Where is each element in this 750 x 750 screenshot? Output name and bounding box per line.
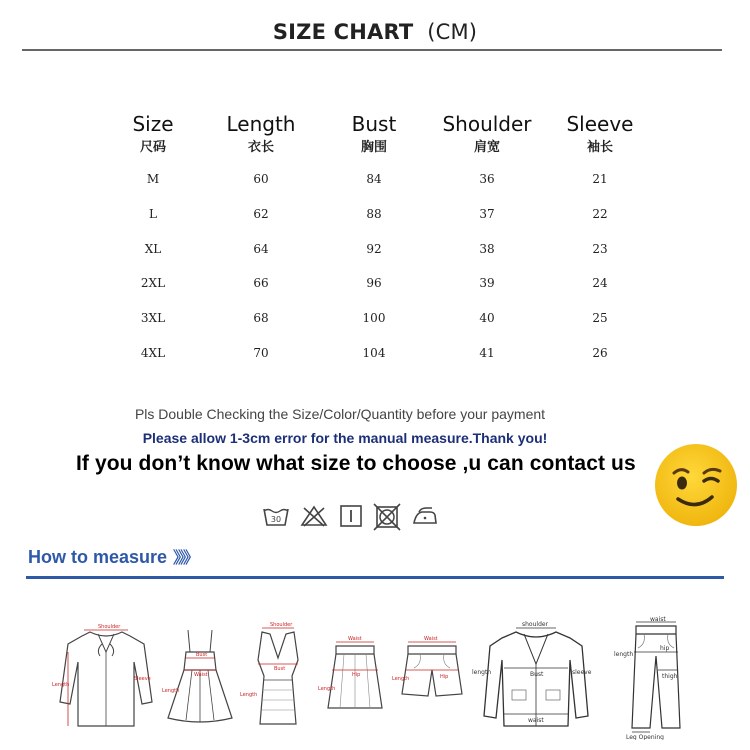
table-cell: 36 <box>479 172 495 187</box>
skirt-hip-label: Hip <box>352 672 361 678</box>
table-cell: 64 <box>253 241 269 256</box>
wash-30-icon <box>262 503 290 529</box>
table-row <box>100 301 658 336</box>
shirt-measure-icon <box>52 622 160 734</box>
skirt-measure-icon <box>318 632 392 724</box>
measure-error-note: Please allow 1-3cm error for the manual measure.Thank you! <box>142 430 548 446</box>
table-cell: 26 <box>592 345 608 360</box>
pants-hip-label: hip <box>660 645 670 652</box>
table-cell: XL <box>144 241 162 256</box>
table-cell: 25 <box>592 311 608 326</box>
vest-length-label: Length <box>240 692 258 698</box>
table-cell: 68 <box>253 311 269 326</box>
table-cell: 100 <box>362 311 386 326</box>
table-cell: 60 <box>253 172 269 187</box>
header-size-cn: 尺码 <box>139 140 166 155</box>
cami-waist-label: Waist <box>194 672 208 678</box>
table-cell: L <box>149 207 157 222</box>
table-cell: 40 <box>479 311 495 326</box>
measurement-figures <box>0 612 750 742</box>
shorts-waist-label: Waist <box>424 636 438 642</box>
pants-measure-icon <box>612 616 700 740</box>
table-row <box>100 162 658 197</box>
hang-dry-icon <box>338 503 364 529</box>
size-table <box>100 106 658 370</box>
table-row <box>100 266 658 301</box>
table-cell: 4XL <box>140 345 166 360</box>
iron-low-icon <box>410 503 440 529</box>
table-cell: 37 <box>479 207 495 222</box>
table-cell: 3XL <box>140 311 166 326</box>
table-cell: 70 <box>253 345 269 360</box>
table-row <box>100 335 658 370</box>
title-text: SIZE CHART <box>272 20 414 44</box>
header-length-cn: 衣长 <box>247 140 274 155</box>
header-row-en <box>100 106 658 136</box>
how-to-measure-label: How to measure <box>28 547 168 567</box>
care-icons <box>262 503 440 531</box>
shirt-length-label: Length <box>52 682 70 688</box>
check-order-note: Pls Double Checking the Size/Color/Quantity before your payment <box>134 406 546 422</box>
pants-waist-label: waist <box>650 616 666 623</box>
table-cell: 92 <box>366 241 382 256</box>
shorts-hip-label: Hip <box>440 674 449 680</box>
title-divider <box>22 49 722 51</box>
table-cell: 22 <box>592 207 608 222</box>
header-row-cn <box>100 136 658 162</box>
table-cell: 38 <box>479 241 495 256</box>
table-cell: 21 <box>592 172 608 187</box>
table-cell: 24 <box>592 276 608 291</box>
double-chevron-icon: 》》》 <box>173 550 197 567</box>
table-cell: 88 <box>366 207 382 222</box>
no-tumble-dry-icon <box>373 503 401 531</box>
header-shoulder: Shoulder <box>442 112 532 136</box>
wash-temp: 30 <box>270 515 282 524</box>
table-cell: 84 <box>366 172 382 187</box>
coat-waist-label: waist <box>528 717 544 724</box>
table-row <box>100 231 658 266</box>
coat-bust-label: Bust <box>530 671 544 678</box>
coat-shoulder-label: shoulder <box>522 621 549 628</box>
shorts-measure-icon <box>392 630 472 714</box>
table-cell: 66 <box>253 276 269 291</box>
coat-sleeve-label: sleeve <box>572 669 592 676</box>
cami-dress-measure-icon <box>162 622 238 734</box>
pants-length-label: length <box>614 651 634 658</box>
table-cell: 2XL <box>140 276 166 291</box>
vest-shoulder-label: Shoulder <box>270 622 293 628</box>
table-cell: 41 <box>479 345 495 360</box>
header-sleeve-cn: 袖长 <box>586 140 613 155</box>
how-to-measure-divider <box>26 576 724 579</box>
header-bust-cn: 胸围 <box>360 140 387 155</box>
title-unit: (CM) <box>427 20 478 44</box>
shorts-length-label: Length <box>392 676 410 682</box>
table-cell: 104 <box>362 345 386 360</box>
coat-length-label: length <box>472 669 492 676</box>
table-cell: 96 <box>366 276 382 291</box>
no-bleach-icon <box>299 503 329 529</box>
shirt-shoulder-label: Shoulder <box>98 624 121 630</box>
shirt-sleeve-label: Sleeve <box>134 676 151 682</box>
cami-length-label: Length <box>162 688 180 694</box>
coat-measure-icon <box>472 616 600 738</box>
header-shoulder-cn: 肩宽 <box>473 140 500 155</box>
pants-thigh-label: thigh <box>662 673 678 680</box>
skirt-length-label: Length <box>318 686 336 692</box>
pants-leg-opening-label: Leg Opening <box>626 734 664 740</box>
table-cell: 23 <box>592 241 608 256</box>
skirt-waist-label: Waist <box>348 636 362 642</box>
header-size: Size <box>132 112 174 136</box>
header-bust: Bust <box>351 112 397 136</box>
table-cell: 39 <box>479 276 495 291</box>
vest-bust-label: Bust <box>274 666 286 672</box>
table-cell: 62 <box>253 207 269 222</box>
table-row <box>100 197 658 232</box>
contact-note: If you don’t know what size to choose ,u can contact us <box>76 452 636 475</box>
table-cell: M <box>146 172 160 187</box>
header-length: Length <box>226 112 296 136</box>
how-to-measure-heading <box>28 545 196 568</box>
winking-face-icon <box>654 443 738 527</box>
cami-bust-label: Bust <box>196 652 208 658</box>
size-chart-title <box>0 20 750 44</box>
vest-top-measure-icon <box>240 620 316 734</box>
header-sleeve: Sleeve <box>566 112 634 136</box>
